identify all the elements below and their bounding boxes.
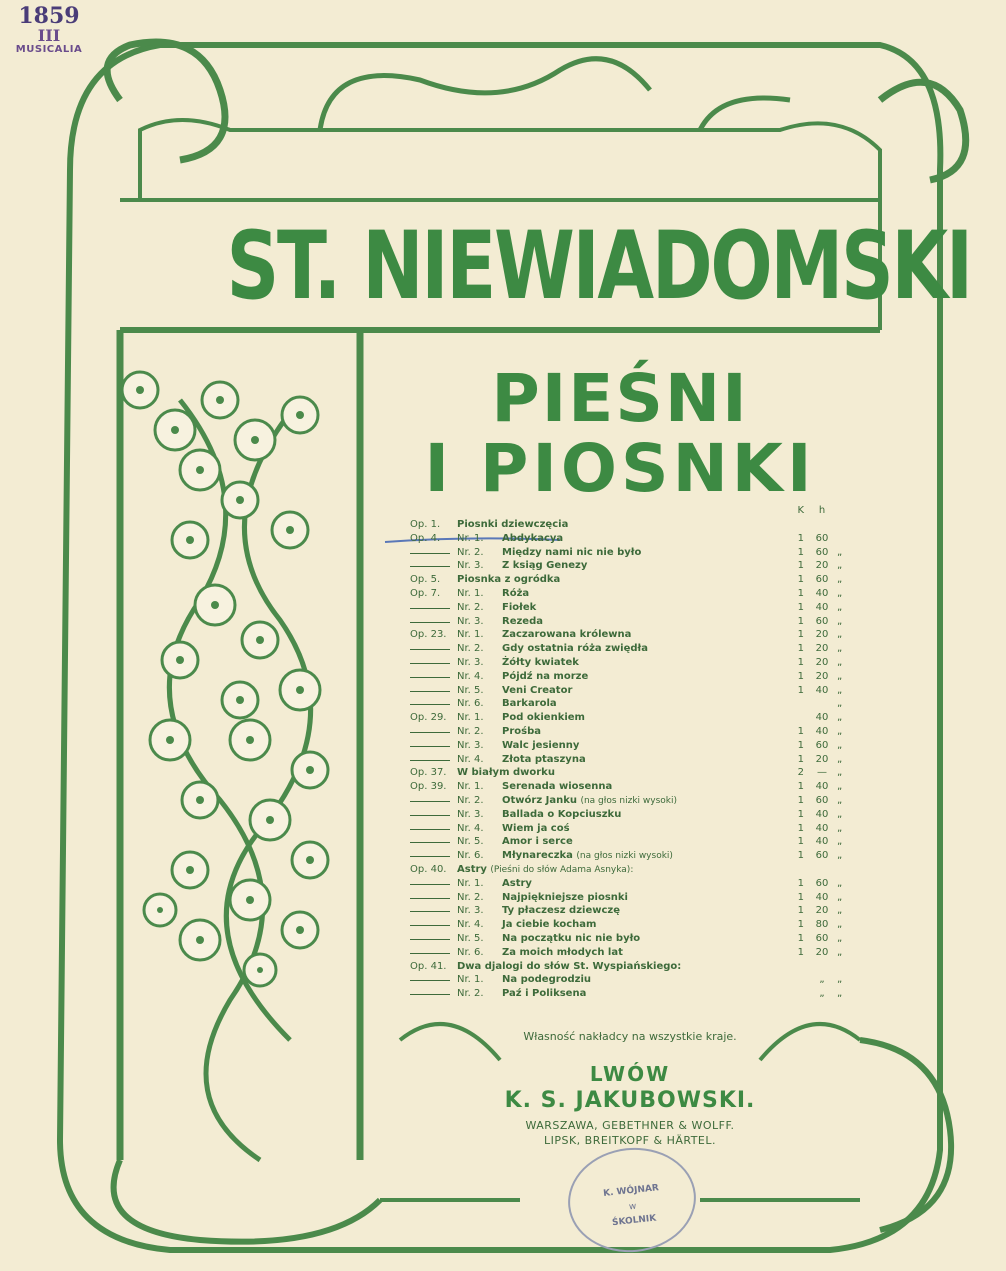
work-title-text: Fiołek: [502, 601, 537, 613]
price-quote: „: [837, 905, 843, 917]
work-title: [502, 904, 620, 918]
work-row: [410, 753, 845, 767]
work-title-text: Pod okienkiem: [502, 712, 585, 724]
work-row: [410, 587, 845, 601]
work-opus: Op. 41.: [410, 960, 447, 972]
work-row: [410, 628, 845, 642]
price-quote: „: [837, 712, 843, 724]
price-quote: „: [837, 877, 843, 889]
price-h: 60: [815, 615, 829, 627]
work-number: Nr. 1.: [457, 532, 484, 544]
price-h: 40: [815, 712, 829, 724]
work-title: [502, 532, 563, 546]
work-row: [410, 987, 845, 1001]
work-title: [502, 615, 543, 629]
publisher-city: LWÓW: [589, 1062, 671, 1086]
work-title: [502, 835, 573, 849]
work-title-text: Piosnki dziewczęcia: [457, 519, 569, 530]
price-h: 20: [815, 905, 829, 917]
work-title-text: Walc jesienny: [502, 739, 580, 751]
price-h: 60: [815, 546, 829, 558]
continuation-dash: [410, 553, 450, 554]
price-quote: „: [837, 574, 843, 586]
title-line-1: PIEŚNI: [491, 360, 749, 437]
price-quote: „: [837, 974, 843, 986]
work-number: Nr. 4.: [457, 670, 484, 682]
continuation-dash: [410, 898, 450, 899]
continuation-dash: [410, 980, 450, 981]
work-number: Nr. 4.: [457, 919, 484, 931]
continuation-dash: [410, 842, 450, 843]
price-quote: „: [837, 670, 843, 682]
work-title: [502, 794, 677, 809]
work-number: Nr. 5.: [457, 932, 484, 944]
work-title-text: Na podegrodziu: [502, 974, 592, 986]
price-quote: „: [837, 767, 843, 779]
work-title-text: Amor i serce: [502, 836, 573, 848]
work-title-text: Pójdź na morze: [502, 670, 589, 682]
work-row: [410, 559, 845, 573]
work-number: Nr. 2.: [457, 794, 484, 806]
work-title-text: Na początku nic nie było: [502, 932, 641, 944]
work-title-text: Piosnka z ogródka: [457, 574, 561, 586]
price-h: „: [819, 988, 825, 1000]
work-title-text: Między nami nic nie było: [502, 546, 642, 558]
price-h: 40: [815, 808, 829, 820]
continuation-dash: [410, 911, 450, 912]
work-title-text: Dwa djalogi do słów St. Wyspiańskiego:: [457, 960, 682, 972]
continuation-dash: [410, 746, 450, 747]
price-h: 40: [815, 891, 829, 903]
price-k: 1: [797, 905, 804, 917]
continuation-dash: [410, 884, 450, 885]
price-h: 40: [815, 587, 829, 599]
work-row: [410, 697, 845, 711]
work-opus: Op. 5.: [410, 574, 441, 586]
price-k: 1: [797, 601, 804, 613]
work-title-text: Róża: [502, 587, 530, 599]
work-title-text: Paź i Poliksena: [502, 988, 587, 1000]
price-quote: „: [837, 932, 843, 944]
price-k: 1: [797, 546, 804, 558]
work-title: [502, 849, 673, 864]
distributor-line: LIPSK, BREITKOPF & HÄRTEL.: [543, 1134, 717, 1147]
price-quote: „: [837, 725, 843, 737]
work-title: [502, 559, 587, 573]
price-k: 1: [797, 532, 804, 544]
work-title-text: Wiem ja coś: [502, 822, 570, 834]
work-row: [410, 904, 845, 918]
continuation-dash: [410, 856, 450, 857]
continuation-dash: [410, 566, 450, 567]
work-title: [502, 918, 596, 932]
price-h: 60: [815, 850, 829, 862]
work-title: [502, 684, 572, 698]
work-number: Nr. 1.: [457, 877, 484, 889]
title-line-2: I PIOSNKI: [424, 430, 816, 507]
work-number: Nr. 3.: [457, 560, 484, 572]
work-title-text: Młynareczka: [502, 850, 573, 862]
stamp-line: K. WÓJNAR: [602, 1183, 660, 1199]
publisher-name: K. S. JAKUBOWSKI.: [504, 1088, 756, 1113]
work-title: [502, 656, 579, 670]
price-h: 80: [815, 919, 829, 931]
work-number: Nr. 3.: [457, 656, 484, 668]
work-note: (na głos nizki wysoki): [580, 795, 677, 806]
work-title: [502, 822, 570, 836]
distributor-line: WARSZAWA, GEBETHNER & WOLFF.: [525, 1119, 735, 1132]
price-quote: „: [837, 919, 843, 931]
continuation-dash: [410, 925, 450, 926]
continuation-dash: [410, 622, 450, 623]
work-title: [502, 546, 641, 560]
price-h: 20: [815, 656, 829, 668]
work-title: [502, 973, 591, 987]
price-k: 1: [797, 643, 804, 655]
works-list: [410, 505, 845, 1001]
price-k: 1: [797, 822, 804, 834]
price-quote: „: [837, 836, 843, 848]
distributors: [460, 1118, 800, 1148]
price-h: 20: [815, 946, 829, 958]
work-title: [457, 863, 633, 878]
work-row: [410, 546, 845, 560]
work-number: Nr. 3.: [457, 808, 484, 820]
price-h: 60: [815, 574, 829, 586]
work-title-text: W białym dworku: [457, 767, 555, 779]
work-row: [410, 835, 845, 849]
work-row: [410, 670, 845, 684]
work-number: Nr. 2.: [457, 891, 484, 903]
work-title: [502, 753, 586, 767]
price-quote: „: [837, 988, 843, 1000]
work-row: [410, 573, 845, 587]
work-title: [502, 780, 612, 794]
work-number: Nr. 5.: [457, 684, 484, 696]
work-title: [502, 725, 541, 739]
stamp-line: ŚKOLNIK: [611, 1213, 657, 1229]
price-quote: „: [837, 808, 843, 820]
work-title-text: Abdykacya: [502, 532, 564, 544]
continuation-dash: [410, 704, 450, 705]
work-number: Nr. 4.: [457, 822, 484, 834]
price-quote: „: [837, 822, 843, 834]
work-number: Nr. 2.: [457, 601, 484, 613]
price-h: 20: [815, 629, 829, 641]
continuation-dash: [410, 829, 450, 830]
price-k: 1: [797, 615, 804, 627]
work-title-text: Ty płaczesz dziewczę: [502, 905, 620, 917]
work-number: Nr. 3.: [457, 905, 484, 917]
work-number: Nr. 6.: [457, 946, 484, 958]
work-row: [410, 849, 845, 863]
price-quote: „: [837, 946, 843, 958]
work-row: [410, 822, 845, 836]
price-k: 1: [797, 725, 804, 737]
work-note: (Pieśni do słów Adama Asnyka):: [490, 864, 634, 875]
work-opus: Op. 4.: [410, 532, 441, 544]
continuation-dash: [410, 939, 450, 940]
price-k: 1: [797, 781, 804, 793]
price-h: „: [819, 974, 825, 986]
price-quote: „: [837, 850, 843, 862]
price-quote: „: [837, 656, 843, 668]
continuation-dash: [410, 691, 450, 692]
work-title: [502, 601, 536, 615]
work-title: [502, 697, 557, 711]
column-h: h: [818, 505, 826, 516]
price-k: 1: [797, 836, 804, 848]
work-row: [410, 601, 845, 615]
price-h: 20: [815, 670, 829, 682]
price-h: 20: [815, 753, 829, 765]
work-title-text: Ja ciebie kocham: [502, 919, 597, 931]
shelfmark-label: MUSICALIA: [15, 44, 83, 55]
continuation-dash: [410, 815, 450, 816]
price-quote: „: [837, 629, 843, 641]
price-quote: „: [837, 684, 843, 696]
price-k: 1: [797, 587, 804, 599]
price-h: —: [817, 767, 827, 779]
work-number: Nr. 1.: [457, 974, 484, 986]
work-row: [410, 739, 845, 753]
price-k: 1: [797, 656, 804, 668]
price-k: 1: [797, 739, 804, 751]
work-title: [502, 711, 585, 725]
work-title: [502, 877, 532, 891]
work-title: [502, 628, 631, 642]
work-title: [502, 642, 648, 656]
price-k: 1: [797, 850, 804, 862]
work-title: [457, 960, 681, 974]
composer-name: ST. NIEWIADOMSKI: [226, 212, 971, 321]
continuation-dash: [410, 732, 450, 733]
work-title-text: Astry: [502, 877, 532, 889]
work-number: Nr. 3.: [457, 739, 484, 751]
work-row: [410, 863, 845, 877]
work-title: [502, 739, 579, 753]
work-row: [410, 518, 845, 532]
price-k: 1: [797, 560, 804, 572]
price-k: 1: [797, 919, 804, 931]
work-row: [410, 932, 845, 946]
price-k: 1: [797, 808, 804, 820]
continuation-dash: [410, 608, 450, 609]
work-row: [410, 960, 845, 974]
library-shelfmark-stamp: [4, 4, 94, 55]
work-number: Nr. 6.: [457, 698, 484, 710]
shelfmark-number: 1859: [18, 3, 80, 29]
work-opus: Op. 1.: [410, 519, 441, 530]
work-number: Nr. 2.: [457, 643, 484, 655]
work-row: [410, 532, 845, 546]
price-h: 40: [815, 822, 829, 834]
work-opus: Op. 39.: [410, 781, 447, 793]
work-opus: Op. 7.: [410, 587, 441, 599]
work-title: [457, 573, 560, 587]
work-number: Nr. 5.: [457, 836, 484, 848]
price-k: 1: [797, 574, 804, 586]
work-opus: Op. 40.: [410, 863, 447, 875]
work-row: [410, 918, 845, 932]
price-quote: „: [837, 739, 843, 751]
continuation-dash: [410, 760, 450, 761]
work-title-text: Najpiękniejsze piosnki: [502, 891, 628, 903]
work-title-text: Veni Creator: [502, 684, 573, 696]
work-opus: Op. 29.: [410, 712, 447, 724]
price-quote: „: [837, 794, 843, 806]
stamp-line: w: [628, 1201, 637, 1213]
work-note: (na głos nizki wysoki): [576, 851, 673, 862]
price-quote: „: [837, 601, 843, 613]
price-k: 1: [797, 794, 804, 806]
price-h: 40: [815, 684, 829, 696]
price-quote: „: [837, 546, 843, 558]
work-number: Nr. 3.: [457, 615, 484, 627]
work-title-text: Otwórz Janku: [502, 794, 577, 806]
work-title-text: Barkarola: [502, 698, 557, 710]
price-h: 20: [815, 643, 829, 655]
work-title-text: Astry: [457, 863, 487, 875]
price-h: 20: [815, 560, 829, 572]
copyright-notice: Własność nakładcy na wszystkie kraje.: [523, 1030, 737, 1043]
price-k: 1: [797, 684, 804, 696]
price-quote: „: [837, 781, 843, 793]
work-title-text: Zaczarowana królewna: [502, 629, 632, 641]
work-number: Nr. 2.: [457, 725, 484, 737]
work-title-text: Za moich młodych lat: [502, 946, 623, 958]
price-k: 1: [797, 629, 804, 641]
shelfmark-roman: III: [37, 26, 61, 45]
work-title: [502, 891, 628, 905]
work-row: [410, 973, 845, 987]
work-title-text: Żółty kwiatek: [502, 656, 579, 668]
price-quote: „: [837, 753, 843, 765]
work-row: [410, 780, 845, 794]
price-h: 60: [815, 932, 829, 944]
work-row: [410, 642, 845, 656]
price-h: 60: [815, 794, 829, 806]
work-number: Nr. 2.: [457, 546, 484, 558]
price-h: 40: [815, 601, 829, 613]
price-k: 1: [797, 946, 804, 958]
price-k: 1: [797, 877, 804, 889]
work-title-text: Złota ptaszyna: [502, 753, 586, 765]
work-title-text: Prośba: [502, 725, 541, 737]
price-k: 1: [797, 670, 804, 682]
work-row: [410, 877, 845, 891]
work-row: [410, 808, 845, 822]
work-row: [410, 725, 845, 739]
work-title-text: Z ksiąg Genezy: [502, 560, 588, 572]
work-row: [410, 766, 845, 780]
price-h: 60: [815, 739, 829, 751]
work-number: Nr. 1.: [457, 629, 484, 641]
work-title-text: Gdy ostatnia róża zwiędła: [502, 643, 649, 655]
price-quote: „: [837, 587, 843, 599]
work-number: Nr. 2.: [457, 988, 484, 1000]
work-number: Nr. 1.: [457, 712, 484, 724]
price-quote: „: [837, 643, 843, 655]
work-row: [410, 794, 845, 808]
price-quote: „: [837, 560, 843, 572]
price-h: 60: [815, 877, 829, 889]
work-row: [410, 711, 845, 725]
work-title: [502, 987, 586, 1001]
price-k: 1: [797, 753, 804, 765]
price-h: 60: [815, 532, 829, 544]
work-title: [502, 946, 623, 960]
continuation-dash: [410, 953, 450, 954]
work-title-text: Serenada wiosenna: [502, 781, 613, 793]
work-row: [410, 656, 845, 670]
work-opus: Op. 23.: [410, 629, 447, 641]
work-title: [457, 518, 568, 532]
price-h: 40: [815, 836, 829, 848]
work-title-text: Rezeda: [502, 615, 543, 627]
work-number: Nr. 1.: [457, 587, 484, 599]
continuation-dash: [410, 677, 450, 678]
work-title: [502, 932, 640, 946]
work-row: [410, 891, 845, 905]
work-number: Nr. 4.: [457, 753, 484, 765]
price-quote: „: [837, 891, 843, 903]
work-row: [410, 684, 845, 698]
work-row: [410, 615, 845, 629]
price-quote: „: [837, 615, 843, 627]
work-opus: Op. 37.: [410, 767, 447, 779]
work-number: Nr. 6.: [457, 850, 484, 862]
continuation-dash: [410, 994, 450, 995]
price-k: 2: [797, 767, 804, 779]
price-h: 40: [815, 781, 829, 793]
price-k: 1: [797, 891, 804, 903]
work-title-text: Ballada o Kopciuszku: [502, 808, 622, 820]
work-title: [502, 587, 529, 601]
work-title: [457, 766, 555, 780]
continuation-dash: [410, 649, 450, 650]
column-k: K: [797, 505, 804, 516]
work-title: [502, 670, 588, 684]
price-quote: „: [837, 698, 843, 710]
continuation-dash: [410, 801, 450, 802]
work-number: Nr. 1.: [457, 781, 484, 793]
price-h: 40: [815, 725, 829, 737]
continuation-dash: [410, 663, 450, 664]
price-k: 1: [797, 932, 804, 944]
work-title: [502, 808, 621, 822]
work-row: [410, 946, 845, 960]
